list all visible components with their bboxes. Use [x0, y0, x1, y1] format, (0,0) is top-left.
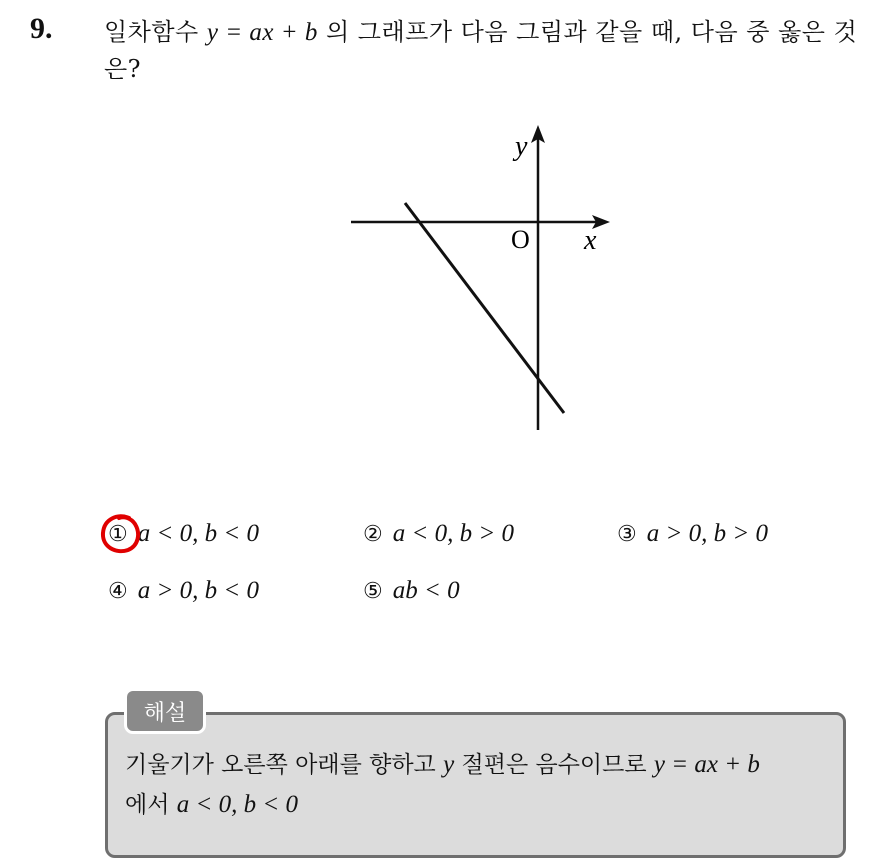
linear-function-graph [340, 115, 630, 440]
choice-4[interactable] [108, 577, 259, 605]
choice-5-expression: ab < 0 [392, 577, 460, 604]
solution-result: a < 0, b < 0 [176, 791, 298, 818]
question-number: 9. [30, 12, 53, 45]
choice-1-expression: a < 0, b < 0 [137, 520, 259, 547]
question-equation: y = ax + b [206, 19, 318, 46]
question-text-before: 일차함수 [104, 18, 199, 46]
choice-2-number: ② [363, 522, 383, 547]
solution-text-3: 에서 [125, 792, 170, 818]
x-axis-label: x [584, 225, 597, 256]
origin-label: O [511, 225, 530, 254]
choice-3-expression: a > 0, b > 0 [646, 520, 768, 547]
solution-text-1: 기울기가 오른쪽 아래를 향하고 [125, 752, 436, 778]
choice-3-number: ③ [617, 522, 637, 547]
choice-3[interactable] [617, 520, 768, 548]
choice-2-expression: a < 0, b > 0 [392, 520, 514, 547]
choice-4-number: ④ [108, 579, 128, 604]
choice-2[interactable] [363, 520, 514, 548]
choice-5-number: ⑤ [363, 579, 383, 604]
solution-tab: 해설 [124, 688, 206, 734]
solution-equation: y = ax + b [653, 751, 760, 778]
question-text [104, 14, 874, 87]
choice-4-expression: a > 0, b < 0 [137, 577, 259, 604]
solution-y-variable: y [443, 751, 455, 778]
question-text-after: 의 그래프가 다음 그림과 같을 때, 다음 중 옳은 것은? [104, 18, 858, 83]
choice-1-number: ① [108, 522, 128, 547]
y-axis-label: y [515, 131, 528, 162]
answer-circle-mark [98, 511, 144, 557]
solution-text [125, 745, 835, 825]
solution-text-2: 절편은 음수이므로 [461, 752, 647, 778]
function-line [405, 203, 564, 413]
choice-5[interactable] [363, 577, 460, 605]
